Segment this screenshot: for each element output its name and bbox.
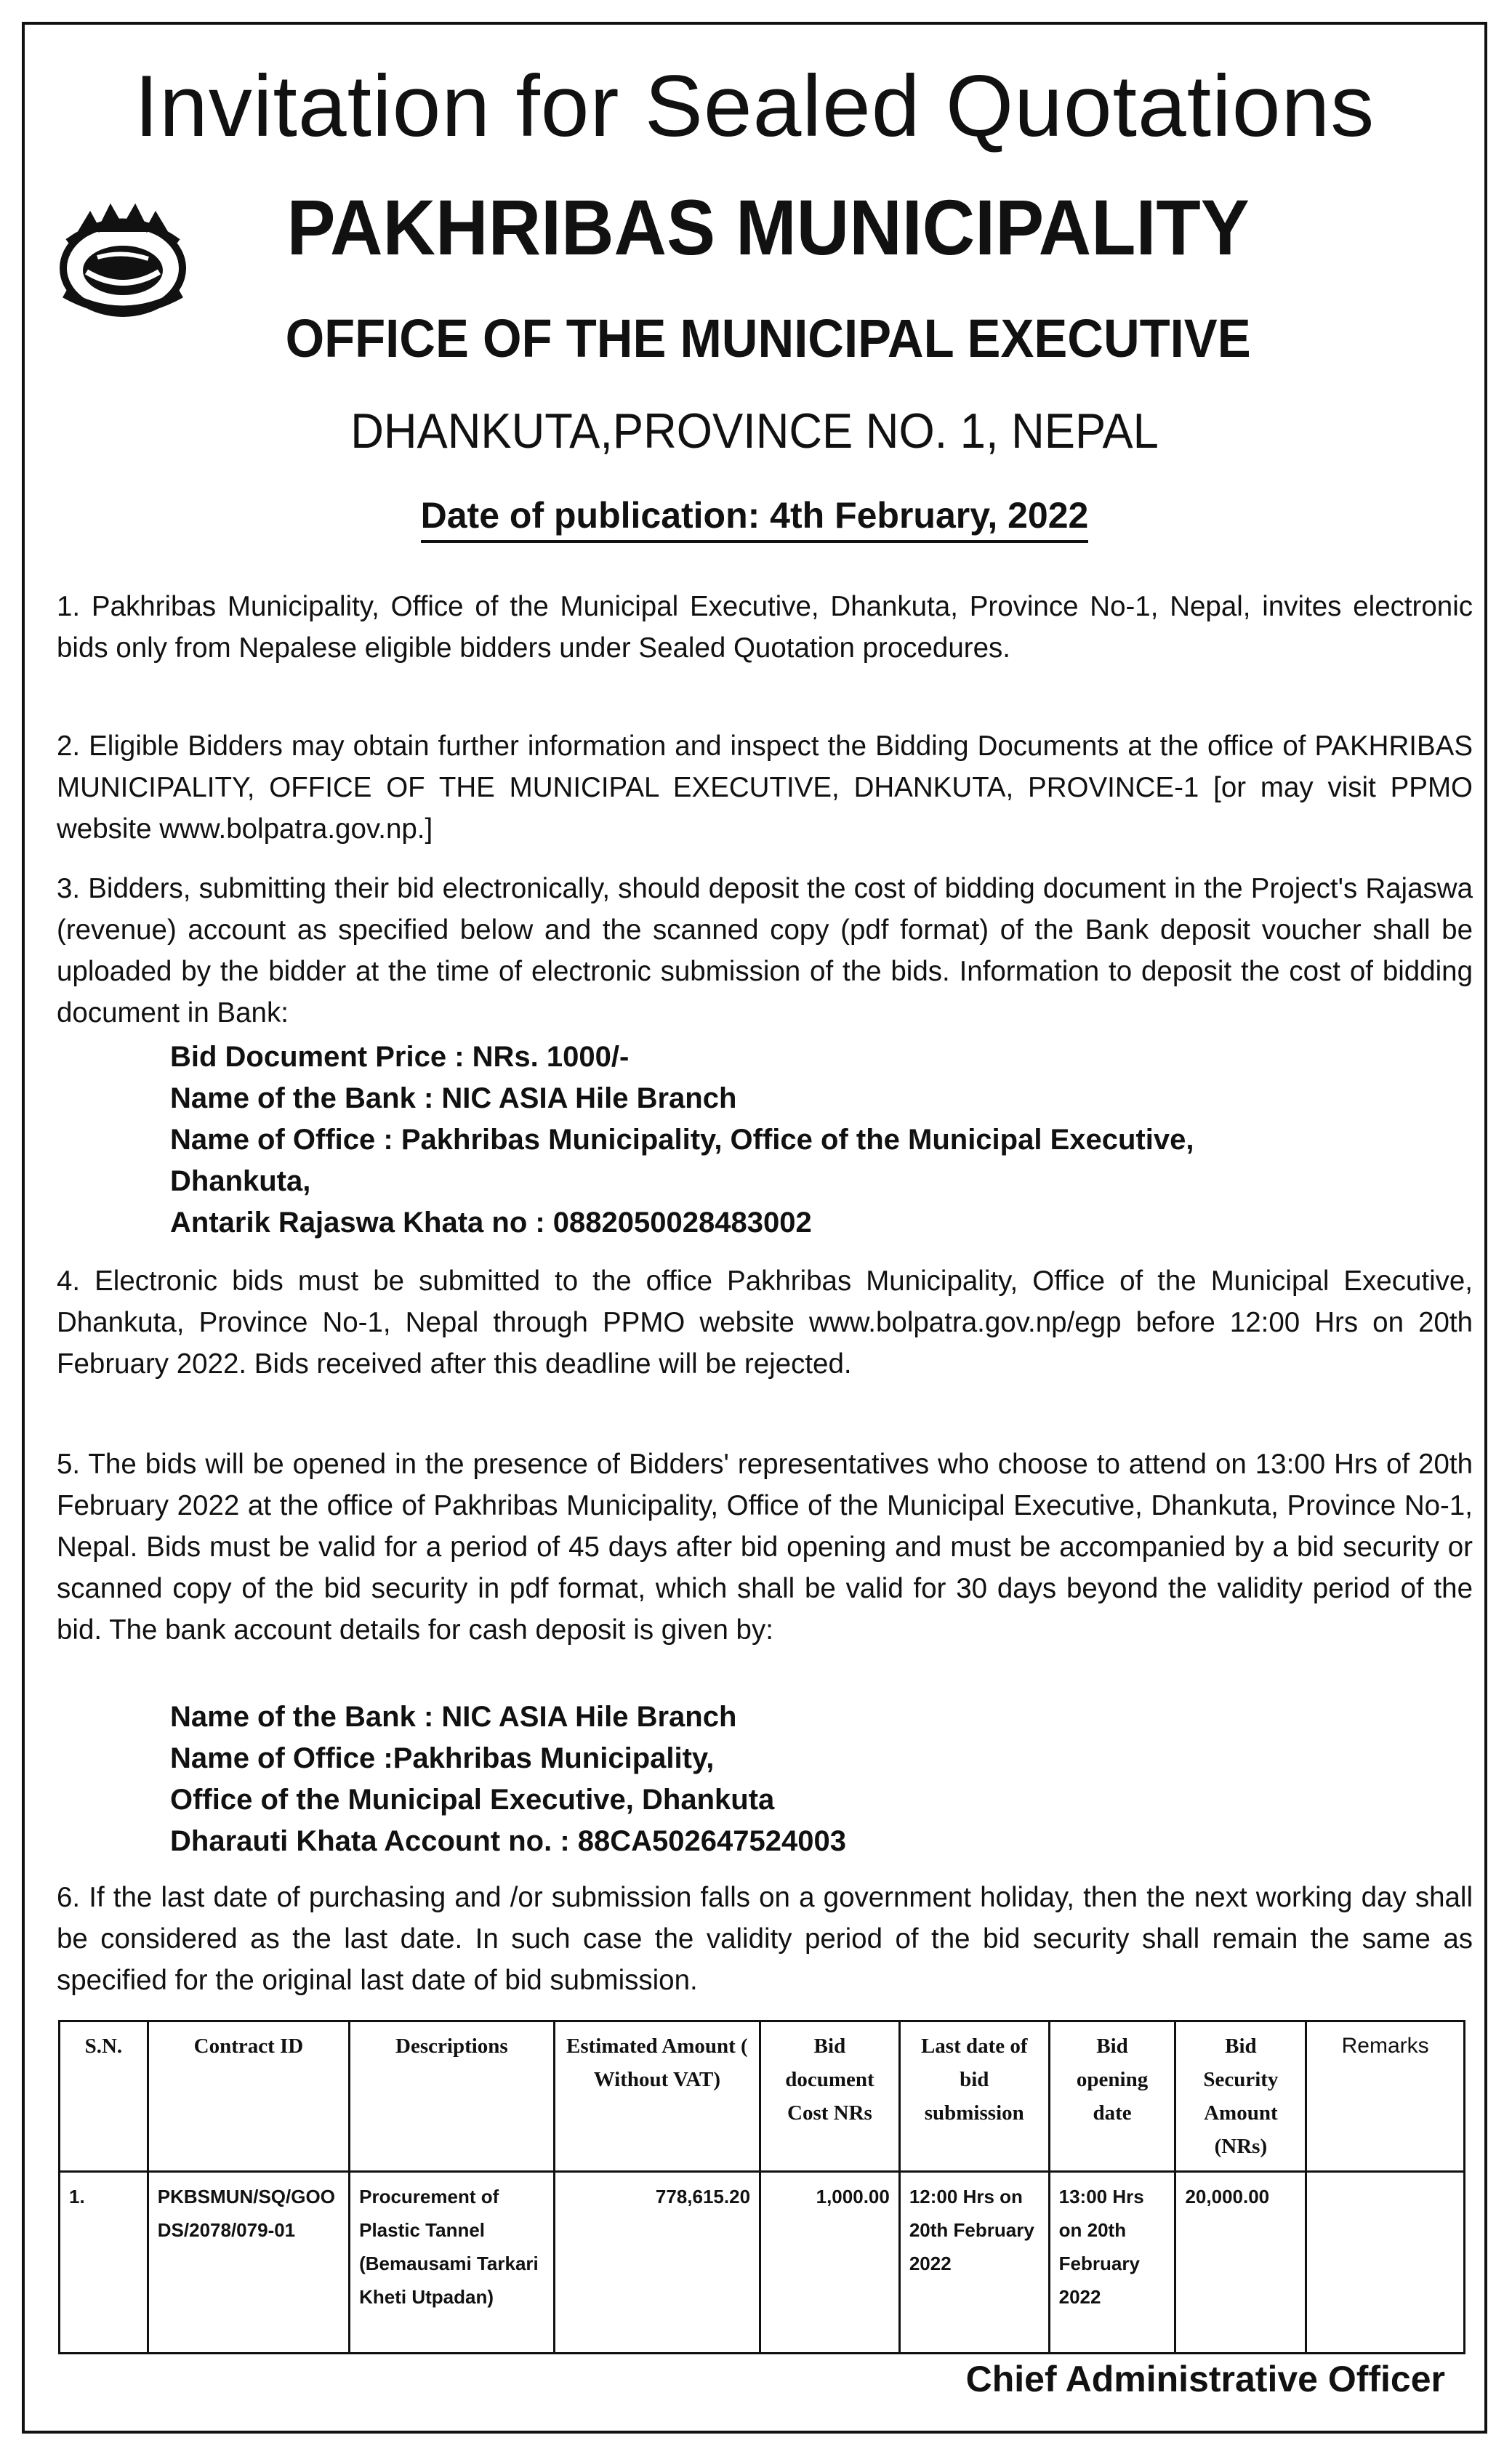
cell-opening-date: 13:00 Hrs on 20th February 2022 — [1049, 2172, 1175, 2354]
signature: Chief Administrative Officer — [965, 2359, 1445, 2399]
paragraph-2: 2. Eligible Bidders may obtain further information and inspect the Bidding Documents at the office of PAKHRIBAS MUNICIPALITY, OFFICE OF THE MUNICIPAL EXECUTIVE, DHANKUTA, PROVINCE-1 [or may visit PPMO website www.bolpatra.gov.np.] — [57, 731, 1473, 845]
deposit-price: Bid Document Price : NRs. 1000/- — [170, 1041, 630, 1073]
deposit-office: Name of Office : Pakhribas Municipality, Office of the Municipal Executive, — [170, 1124, 1194, 1156]
office-name: OFFICE OF THE MUNICIPAL EXECUTIVE — [285, 308, 1251, 369]
header-sn: S.N. — [60, 2021, 148, 2172]
cell-sn: 1. — [60, 2172, 148, 2354]
table-header-row — [60, 2021, 1465, 2172]
paragraph-1: 1. Pakhribas Municipality, Office of the Municipal Executive, Dhankuta, Province No-1, Nepal, invites electronic bids only from Nepalese eligible bidders under Sealed Quotation procedures. — [57, 591, 1473, 664]
bid-table — [58, 2020, 1465, 2354]
paragraph-3: 3. Bidders, submitting their bid electronically, should deposit the cost of bidding document in the Project's Rajaswa (revenue) account as specified below and the scanned copy (pdf format) of the Bank deposit voucher shall be uploaded by the bidder at the time of electronic submission of the bids. Information to deposit the cost of bidding document in Bank: — [57, 873, 1473, 1029]
security-office: Name of Office :Pakhribas Municipality, — [170, 1742, 715, 1774]
address: DHANKUTA,PROVINCE NO. 1, NEPAL — [350, 403, 1159, 459]
notice-frame — [22, 22, 1487, 2434]
paragraph-6: 6. If the last date of purchasing and /or submission falls on a government holiday, then the next working day shall be considered as the last date. In such case the validity period of the bid security shall remain the same as specified for the original last date of bid submission. — [57, 1882, 1473, 1996]
paragraph-4: 4. Electronic bids must be submitted to the office Pakhribas Municipality, Office of the Municipal Executive, Dhankuta, Province No-1, Nepal through PPMO website www.bolpatra.gov.np/egp before 12:00 Hrs on 20th February 2022. Bids received after this deadline will be rejected. — [57, 1265, 1473, 1380]
security-office-continued: Office of the Municipal Executive, Dhankuta — [170, 1784, 775, 1816]
cell-contract-id: PKBSMUN/SQ/GOODS/2078/079-01 — [148, 2172, 349, 2354]
cell-doc-cost: 1,000.00 — [760, 2172, 900, 2354]
cell-remarks — [1306, 2172, 1465, 2354]
cell-last-date: 12:00 Hrs on 20th February 2022 — [899, 2172, 1049, 2354]
security-bank: Name of the Bank : NIC ASIA Hile Branch — [170, 1701, 737, 1733]
paragraph-5: 5. The bids will be opened in the presence of Bidders' representatives who choose to attend on 13:00 Hrs of 20th February 2022 at the office of Pakhribas Municipality, Office of the Municipal Executive, Dhankuta, Province No-1, Nepal. Bids must be valid for a period of 45 days after bid opening and must be accompanied by a bid security or scanned copy of the bid security in pdf format, which shall be valid for 30 days beyond the validity period of the bid. The bank account details for cash deposit is given by: — [57, 1449, 1473, 1646]
deposit-account: Antarik Rajaswa Khata no : 0882050028483002 — [170, 1207, 812, 1239]
deposit-bank: Name of the Bank : NIC ASIA Hile Branch — [170, 1082, 737, 1114]
header-contract-id: Contract ID — [148, 2021, 349, 2172]
cell-descriptions: Procurement of Plastic Tannel (Bemausami Tarkari Kheti Utpadan) — [350, 2172, 555, 2354]
header-doc-cost: Bid document Cost NRs — [760, 2021, 900, 2172]
header-estimated-amount: Estimated Amount ( Without VAT) — [554, 2021, 760, 2172]
municipality-name: PAKHRIBAS MUNICIPALITY — [286, 183, 1250, 271]
table-row — [60, 2172, 1465, 2354]
header-descriptions: Descriptions — [350, 2021, 555, 2172]
header-security: Bid Security Amount (NRs) — [1175, 2021, 1306, 2172]
header-opening-date: Bid opening date — [1049, 2021, 1175, 2172]
security-account: Dharauti Khata Account no. : 88CA502647524003 — [170, 1825, 846, 1857]
cell-estimated-amount: 778,615.20 — [554, 2172, 760, 2354]
publication-date: Date of publication: 4th February, 2022 — [25, 497, 1484, 534]
header-remarks: Remarks — [1306, 2021, 1465, 2172]
cell-security: 20,000.00 — [1175, 2172, 1306, 2354]
deposit-office-continued: Dhankuta, — [170, 1165, 311, 1197]
header-last-date: Last date of bid submission — [899, 2021, 1049, 2172]
notice-title: Invitation for Sealed Quotations — [134, 57, 1375, 155]
